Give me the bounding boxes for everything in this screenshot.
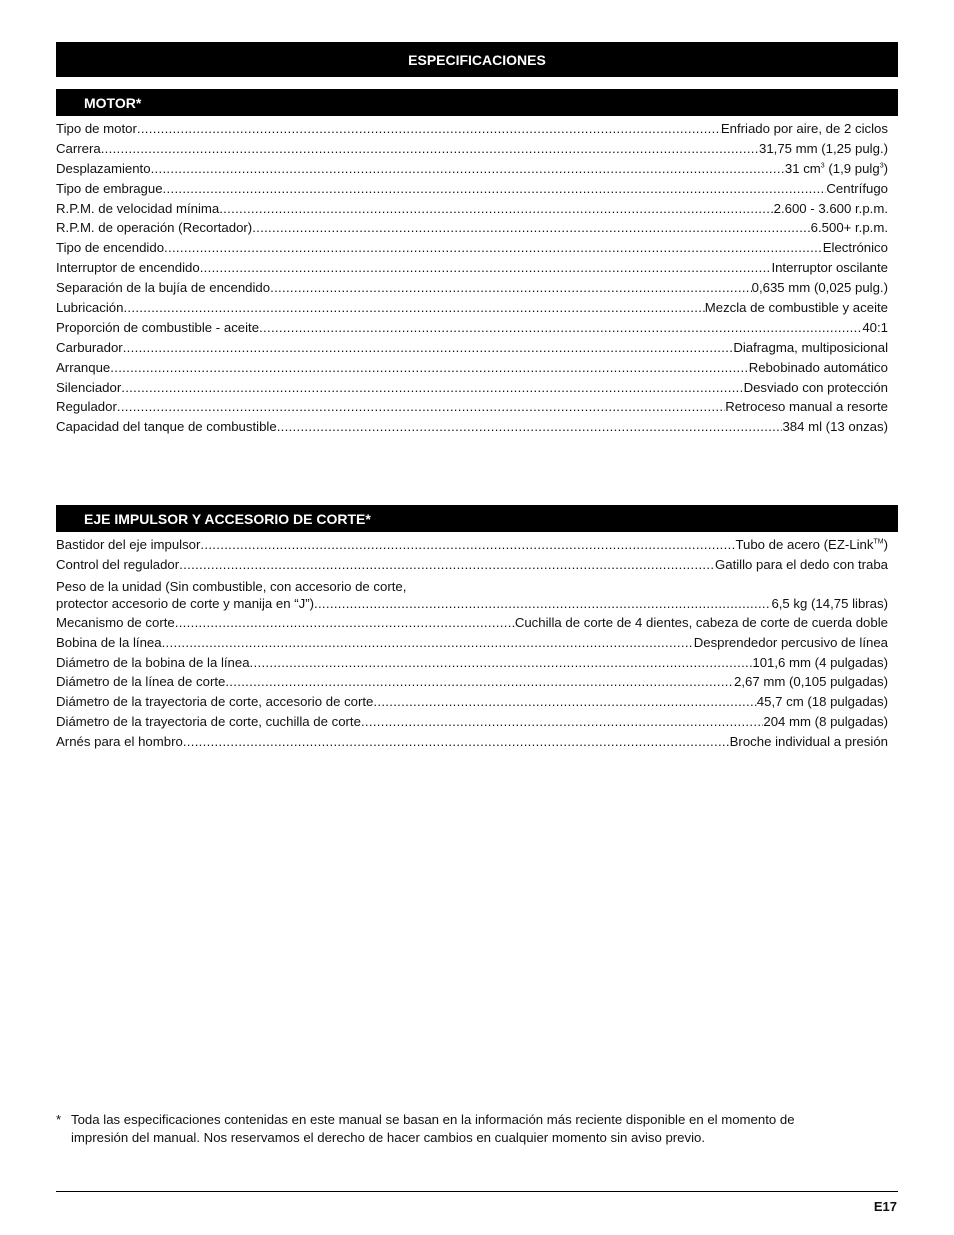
spec-value: Cuchilla de corte de 4 dientes, cabeza de corte de cuerda doble xyxy=(514,614,888,630)
footnote-text: Toda las especificaciones contenidas en este manual se basan en la información más reciente disponible en el momento de impresión del manual. Nos reservamos el derecho de hacer cambios en cualquier momento sin aviso previo. xyxy=(71,1112,795,1145)
spec-row xyxy=(56,615,888,635)
spec-value: Gatillo para el dedo con traba xyxy=(714,556,888,572)
spec-row xyxy=(56,577,888,615)
spec-label: Diámetro de la trayectoria de corte, accesorio de corte xyxy=(56,694,374,710)
spec-value: Enfriado por aire, de 2 ciclos xyxy=(720,121,888,136)
spec-row xyxy=(56,181,888,201)
spec-value: Broche individual a presión xyxy=(729,734,888,750)
spec-value: 40:1 xyxy=(862,319,888,335)
spec-label: Bobina de la línea xyxy=(56,634,162,650)
spec-row xyxy=(56,537,888,557)
spec-row xyxy=(56,694,888,714)
spec-row xyxy=(56,380,888,400)
spec-value: 6,5 kg (14,75 libras) xyxy=(771,595,888,611)
spec-label: Regulador xyxy=(56,399,117,415)
spec-row xyxy=(56,240,888,260)
spec-label: Carburador xyxy=(56,339,123,355)
spec-label: Tipo de motor xyxy=(56,121,137,136)
spec-row xyxy=(56,635,888,655)
page-title: ESPECIFICACIONES xyxy=(56,42,898,77)
spec-row xyxy=(56,674,888,694)
spec-label: Silenciador xyxy=(56,379,122,395)
spec-row xyxy=(56,161,888,181)
spec-row xyxy=(56,419,888,439)
footer-rule xyxy=(56,1191,898,1192)
spec-value: 384 ml (13 onzas) xyxy=(782,419,888,435)
spec-value: Desviado con protección xyxy=(743,379,888,395)
spec-label: R.P.M. de operación (Recortador) xyxy=(56,220,253,236)
footnote-marker: * xyxy=(56,1112,62,1127)
spec-label: Diámetro de la trayectoria de corte, cuchilla de corte xyxy=(56,714,361,730)
spec-label: Carrera xyxy=(56,140,101,156)
spec-label: Interruptor de encendido xyxy=(56,260,200,276)
spec-row xyxy=(56,655,888,675)
spec-row xyxy=(56,260,888,280)
spec-label: protector accesorio de corte y manija en “J”) xyxy=(56,595,314,611)
spec-label-line1: Peso de la unidad (Sin combustible, con accesorio de corte, xyxy=(56,578,407,594)
spec-label: Capacidad del tanque de combustible xyxy=(56,419,277,435)
spec-row xyxy=(56,280,888,300)
spec-label: Tipo de encendido xyxy=(56,240,165,256)
spec-row xyxy=(56,360,888,380)
spec-row xyxy=(56,141,888,161)
spec-label: Separación de la bujía de encendido xyxy=(56,280,271,296)
spec-row xyxy=(56,399,888,419)
spec-row xyxy=(56,320,888,340)
section-heading-motor: MOTOR* xyxy=(56,89,898,116)
spec-label: Mecanismo de corte xyxy=(56,614,175,630)
spec-value: 6.500+ r.p.m. xyxy=(810,220,888,236)
spec-value: Centrífugo xyxy=(826,180,888,196)
spec-value: Interruptor oscilante xyxy=(771,260,888,276)
spec-label: Desplazamiento xyxy=(56,160,151,176)
spec-row xyxy=(56,300,888,320)
spec-value: 2.600 - 3.600 r.p.m. xyxy=(773,200,888,216)
spec-value: 101,6 mm (4 pulgadas) xyxy=(752,654,888,670)
spec-value: 45,7 cm (18 pulgadas) xyxy=(756,694,888,710)
spec-value: Mezcla de combustible y aceite xyxy=(704,300,888,316)
spec-value: Desprendedor percusivo de línea xyxy=(693,634,888,650)
spec-label: Diámetro de la línea de corte xyxy=(56,674,226,690)
motor-spec-list xyxy=(56,121,888,439)
section-heading-eje: EJE IMPULSOR Y ACCESORIO DE CORTE* xyxy=(56,505,898,532)
spec-label: Control del regulador xyxy=(56,556,180,572)
page-number: E17 xyxy=(873,1199,897,1214)
spec-value: Retroceso manual a resorte xyxy=(725,399,888,415)
spec-value: Tubo de acero (EZ-Link™) xyxy=(735,537,888,552)
spec-value: Electrónico xyxy=(822,240,888,256)
spec-value: 0,635 mm (0,025 pulg.) xyxy=(751,280,888,296)
spec-label: Tipo de embrague xyxy=(56,180,163,196)
spec-value: 31,75 mm (1,25 pulg.) xyxy=(758,140,888,156)
spec-row xyxy=(56,201,888,221)
spec-value: 31 $cm^3$ (1,9 pulg$^3$) xyxy=(784,160,888,176)
spec-row xyxy=(56,557,888,577)
spec-row xyxy=(56,340,888,360)
spec-label: Diámetro de la bobina de la línea xyxy=(56,654,250,670)
spec-row xyxy=(56,220,888,240)
spec-label: R.P.M. de velocidad mínima xyxy=(56,200,220,216)
eje-spec-list xyxy=(56,537,888,754)
spec-label: Bastidor del eje impulsor xyxy=(56,537,201,552)
spec-row xyxy=(56,121,888,141)
spec-value: Rebobinado automático xyxy=(748,359,888,375)
spec-label: Lubricación xyxy=(56,300,124,316)
spec-value: Diafragma, multiposicional xyxy=(733,339,888,355)
spec-label: Proporción de combustible - aceite xyxy=(56,319,260,335)
spec-row xyxy=(56,734,888,754)
spec-label: Arnés para el hombro xyxy=(56,734,183,750)
spec-value: 204 mm (8 pulgadas) xyxy=(763,714,888,730)
footnote xyxy=(56,1111,846,1147)
spec-row xyxy=(56,714,888,734)
spec-value: 2,67 mm (0,105 pulgadas) xyxy=(734,674,888,690)
spec-label: Arranque xyxy=(56,359,111,375)
